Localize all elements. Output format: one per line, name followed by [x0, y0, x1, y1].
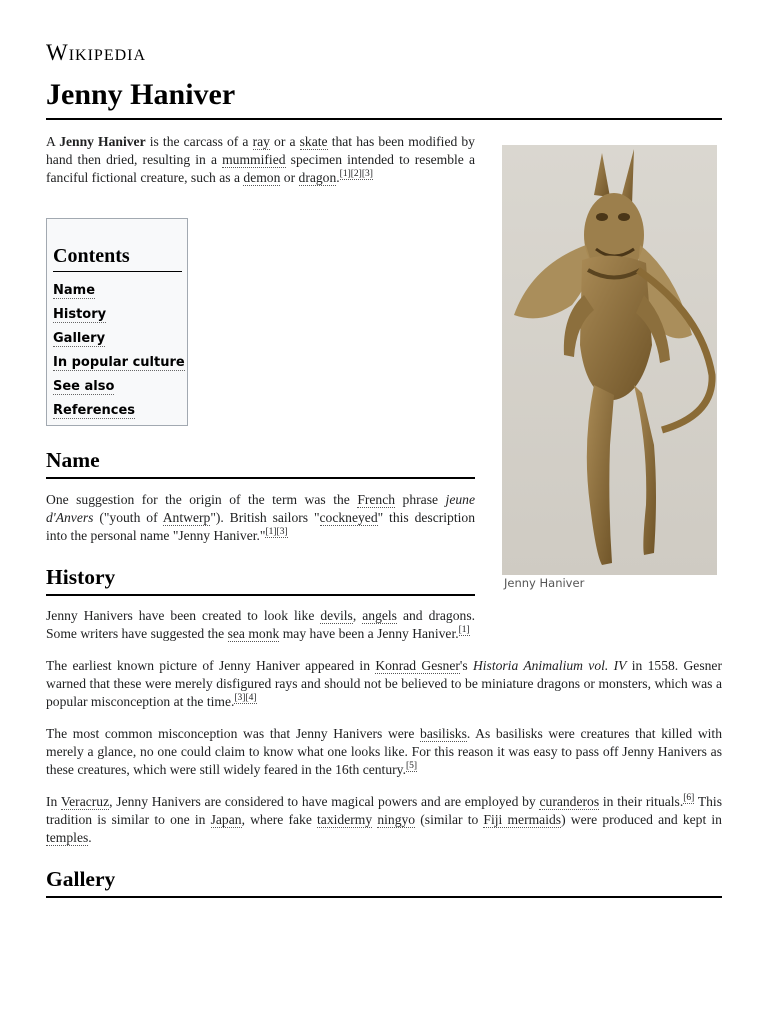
toc-list — [53, 279, 185, 423]
link-antwerp[interactable]: Antwerp — [162, 510, 211, 525]
link-cockneyed[interactable]: cockneyed — [319, 510, 378, 525]
page-title: Jenny Haniver — [46, 76, 722, 120]
reference-link[interactable]: [3][4] — [234, 693, 257, 704]
reference-link[interactable]: [6] — [683, 793, 695, 804]
link-curanderos[interactable]: curanderos — [539, 794, 600, 809]
section-heading-name: Name — [46, 446, 475, 479]
link-basilisks[interactable]: basilisks — [420, 726, 467, 741]
link-ray[interactable]: ray — [252, 134, 270, 149]
wikipedia-logo[interactable]: Wikipedia — [46, 40, 147, 65]
link-japan[interactable]: Japan — [210, 812, 242, 827]
toc-item-popular-culture[interactable]: In popular culture — [53, 355, 185, 370]
toc-item-history[interactable]: History — [53, 307, 107, 322]
link-angels[interactable]: angels — [362, 608, 397, 623]
history-paragraph-3: The most common misconception was that Jenny Hanivers were basilisks. As basilisks were creatures that killed with merely a glance, no one could claim to know what one looks like. For this reason it was easy to pass off Jenny Hanivers as these creatures, which were still widely feared in the 16th century.[5] — [46, 726, 722, 777]
jenny-haniver-image[interactable] — [502, 145, 717, 575]
toc-item-gallery[interactable]: Gallery — [53, 331, 106, 346]
link-veracruz[interactable]: Veracruz — [60, 794, 110, 809]
link-devils[interactable]: devils — [320, 608, 353, 623]
link-fiji-mermaids[interactable]: Fiji mermaids — [483, 812, 562, 827]
history-paragraph-4: In Veracruz, Jenny Hanivers are considered to have magical powers and are employed by curanderos in their rituals.[6] This tradition is similar to one in Japan, where fake taxidermy ningyo (similar to Fiji mermaids) were produced and kept in temples. — [46, 793, 722, 845]
name-paragraph: One suggestion for the origin of the term was the French phrase jeune d'Anvers ("youth of Antwerp"). British sailors "cockneyed" this description into the personal name "Jenny Haniver."[1][3] — [46, 492, 475, 543]
history-paragraph-1: Jenny Hanivers have been created to look like devils, angels and dragons. Some writers have suggested the sea monk may have been a Jenny Haniver.[1] — [46, 608, 476, 641]
reference-link[interactable]: [5] — [405, 761, 418, 772]
toc-item-name[interactable]: Name — [53, 283, 96, 298]
link-ningyo[interactable]: ningyo — [377, 812, 416, 827]
reference-link[interactable]: [1] — [458, 625, 470, 636]
toc-item-see-also[interactable]: See also — [53, 379, 115, 394]
italic-title: Historia Animalium vol. IV — [472, 658, 627, 673]
reference-link[interactable]: [1][3] — [265, 527, 288, 538]
link-skate[interactable]: skate — [299, 134, 328, 149]
link-demon[interactable]: demon — [243, 170, 281, 185]
link-french[interactable]: French — [357, 492, 396, 507]
link-temples[interactable]: temples — [46, 830, 89, 845]
toc-title: Contents — [53, 243, 182, 272]
toc-item-references[interactable]: References — [53, 403, 136, 418]
history-paragraph-2: The earliest known picture of Jenny Haniver appeared in Konrad Gesner's Historia Animalium vol. IV in 1558. Gesner warned that these were merely disfigured rays and should not be believed to be miniature dragons or monsters, which was a popular misconception at the time.[3][4] — [46, 658, 722, 709]
link-sea-monk[interactable]: sea monk — [227, 626, 280, 641]
link-dragon[interactable]: dragon — [298, 170, 337, 185]
table-of-contents — [46, 218, 188, 426]
bold-term: Jenny Haniver — [59, 134, 146, 149]
link-konrad-gesner[interactable]: Konrad Gesner — [375, 658, 460, 673]
figure-caption: Jenny Haniver — [504, 576, 585, 590]
lead-paragraph: A Jenny Haniver is the carcass of a ray or a skate that has been modified by hand then dried, resulting in a mummified specimen intended to resemble a fanciful fictional creature, such as a demon or dragon.[1][2][3] — [46, 134, 475, 185]
specimen-illustration — [502, 145, 717, 575]
reference-link[interactable]: [1][2][3] — [339, 169, 373, 180]
section-heading-history: History — [46, 563, 475, 596]
section-heading-gallery: Gallery — [46, 865, 722, 898]
italic-phrase: jeune d'Anvers — [46, 492, 475, 525]
link-mummified[interactable]: mummified — [222, 152, 286, 167]
link-taxidermy[interactable]: taxidermy — [317, 812, 373, 827]
